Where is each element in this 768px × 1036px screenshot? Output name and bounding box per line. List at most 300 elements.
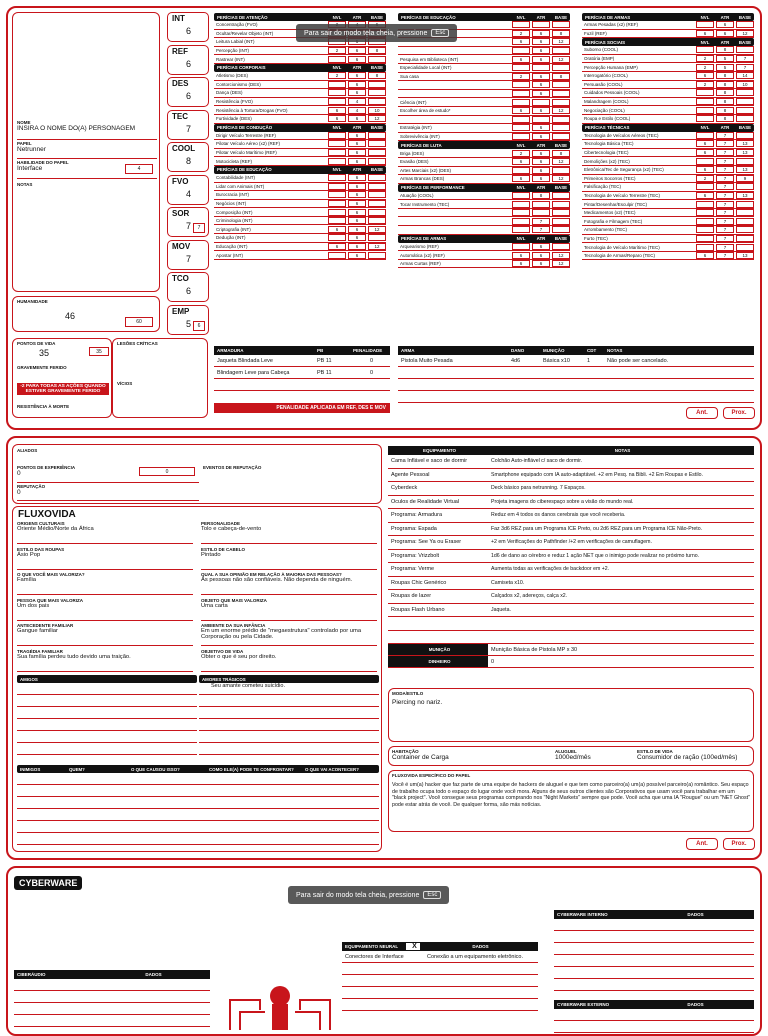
weapon-row[interactable] bbox=[398, 355, 754, 367]
rep-value[interactable]: 0 bbox=[17, 489, 21, 496]
skill-level[interactable] bbox=[512, 124, 530, 131]
stat-value[interactable]: 6 bbox=[186, 91, 192, 101]
skill-level[interactable]: 6 bbox=[696, 140, 714, 147]
lifepath-field[interactable] bbox=[201, 547, 377, 570]
weapon-row[interactable] bbox=[398, 367, 754, 379]
stat-int[interactable] bbox=[167, 12, 209, 42]
rent-field[interactable] bbox=[555, 749, 635, 761]
skill-level[interactable]: 2 bbox=[512, 150, 530, 157]
skill-level[interactable] bbox=[328, 234, 346, 241]
enemies-col-happen: O QUE VAI ACONTECER? bbox=[305, 766, 359, 772]
skill-base bbox=[368, 174, 386, 181]
name-field[interactable] bbox=[17, 120, 157, 140]
table-row[interactable] bbox=[342, 975, 538, 987]
equipment-row[interactable] bbox=[388, 577, 754, 591]
armor-row[interactable] bbox=[214, 355, 390, 367]
skill-level[interactable] bbox=[328, 252, 346, 259]
stat-fvo[interactable] bbox=[167, 175, 209, 205]
equipment-row[interactable] bbox=[388, 482, 754, 496]
skill-row[interactable] bbox=[582, 217, 754, 226]
skill-level[interactable]: 2 bbox=[512, 73, 530, 80]
hp-max[interactable]: 35 bbox=[89, 347, 109, 356]
skill-row[interactable] bbox=[214, 208, 386, 217]
stat-value[interactable]: 8 bbox=[186, 156, 192, 166]
skill-level[interactable] bbox=[328, 191, 346, 198]
skill-group-header bbox=[582, 124, 754, 132]
lovers-label: AMORES TRÁGICOS bbox=[202, 676, 246, 682]
stat-header: ATR bbox=[352, 14, 362, 20]
table-row[interactable] bbox=[554, 943, 754, 955]
stat-value[interactable]: 4 bbox=[186, 188, 192, 199]
lifepath-field-value[interactable]: Família bbox=[17, 577, 37, 583]
death-save-label: RESISTÊNCIA À MORTE bbox=[17, 404, 70, 409]
skill-row[interactable] bbox=[214, 191, 386, 200]
skill-level[interactable] bbox=[512, 226, 530, 233]
stat-emp[interactable] bbox=[167, 305, 209, 335]
skill-row[interactable] bbox=[398, 175, 570, 184]
equipment-row[interactable] bbox=[388, 604, 754, 618]
skill-row[interactable] bbox=[398, 167, 570, 176]
skill-level[interactable] bbox=[696, 98, 714, 105]
stat-sor[interactable] bbox=[167, 207, 209, 237]
skill-name: Oratória (EMP) bbox=[584, 56, 615, 62]
skill-name: Escolher área de estudo* bbox=[400, 108, 451, 114]
armor-row[interactable] bbox=[214, 367, 390, 379]
skill-level[interactable]: 6 bbox=[512, 158, 530, 165]
lifepath-field[interactable] bbox=[17, 547, 193, 570]
skill-row[interactable] bbox=[582, 226, 754, 235]
skill-row[interactable] bbox=[398, 217, 570, 226]
lifepath-field-value[interactable]: Uma carta bbox=[201, 602, 228, 609]
table-row[interactable] bbox=[554, 919, 754, 931]
table-row[interactable] bbox=[554, 1021, 754, 1033]
esc-key: Esc bbox=[423, 891, 441, 899]
skill-row[interactable] bbox=[398, 98, 570, 107]
skill-row[interactable] bbox=[398, 55, 570, 64]
table-row[interactable] bbox=[14, 1003, 210, 1015]
lifepath-field-value[interactable]: As pessoas não são confiáveis. Não dependa de ninguém. bbox=[201, 577, 353, 583]
skill-row[interactable] bbox=[214, 72, 386, 81]
skill-stat: 6 bbox=[532, 167, 550, 174]
skill-row[interactable] bbox=[582, 166, 754, 175]
lifepath-field-value[interactable]: Um dos pais bbox=[17, 602, 50, 609]
equipment-row[interactable] bbox=[388, 536, 754, 550]
table-row[interactable] bbox=[342, 987, 538, 999]
rep-label: REPUTAÇÃO bbox=[17, 484, 46, 489]
skill-level[interactable]: 6 bbox=[696, 72, 714, 79]
skill-level[interactable] bbox=[328, 56, 346, 63]
equipment-row[interactable] bbox=[388, 590, 754, 604]
skill-level[interactable]: 6 bbox=[512, 107, 530, 114]
stat-mov[interactable] bbox=[167, 240, 209, 270]
stat-des[interactable] bbox=[167, 77, 209, 107]
skill-name: Tocar Instrumento (TEC) bbox=[400, 201, 450, 207]
skill-row[interactable] bbox=[398, 149, 570, 158]
equipment-row[interactable] bbox=[388, 455, 754, 469]
table-row[interactable] bbox=[342, 963, 538, 975]
stat-value[interactable]: 6 bbox=[186, 286, 192, 296]
neural-row[interactable] bbox=[342, 951, 538, 963]
fashion-value[interactable]: Piercing no nariz. bbox=[392, 699, 443, 706]
skill-row[interactable] bbox=[582, 89, 754, 98]
lifepath-field[interactable] bbox=[201, 623, 377, 646]
xp-box[interactable]: 0 bbox=[139, 467, 195, 476]
skill-row[interactable] bbox=[582, 183, 754, 192]
skill-row[interactable] bbox=[398, 200, 570, 209]
skill-stat: 7 bbox=[716, 252, 734, 259]
stat-value[interactable]: 6 bbox=[186, 58, 192, 69]
skill-level[interactable]: 6 bbox=[696, 192, 714, 199]
lifepath-field-value[interactable]: Oriente Médio/Norte da África bbox=[17, 526, 94, 532]
skill-row[interactable] bbox=[582, 149, 754, 158]
skill-level[interactable] bbox=[512, 64, 530, 71]
next-button[interactable]: Prox. bbox=[723, 838, 755, 850]
weapon-row[interactable] bbox=[398, 379, 754, 391]
skill-name: Burocracia (INT) bbox=[216, 192, 250, 198]
skill-stat: 5 bbox=[716, 55, 734, 62]
next-button[interactable]: Prox. bbox=[723, 407, 755, 419]
skill-row[interactable] bbox=[582, 175, 754, 184]
skill-level[interactable] bbox=[696, 218, 714, 225]
equipment-row[interactable] bbox=[388, 617, 754, 631]
critical-injuries-label: LESÕES CRÍTICAS bbox=[117, 341, 158, 346]
skill-row[interactable] bbox=[582, 30, 754, 39]
skill-level[interactable] bbox=[696, 226, 714, 233]
skill-row[interactable] bbox=[214, 47, 386, 56]
table-row[interactable] bbox=[14, 979, 210, 991]
lovers-lines[interactable] bbox=[199, 683, 379, 755]
skill-level[interactable]: 6 bbox=[696, 252, 714, 259]
lifepath-field[interactable] bbox=[17, 521, 193, 544]
stat-tco[interactable] bbox=[167, 272, 209, 302]
skill-level[interactable]: 6 bbox=[512, 175, 530, 182]
lifepath-field-value[interactable]: Gangue familiar bbox=[17, 628, 58, 634]
humanity-value[interactable]: 46 bbox=[65, 311, 76, 321]
skill-row[interactable] bbox=[398, 90, 570, 99]
rent-value[interactable]: 1000ed/mês bbox=[555, 754, 591, 761]
equipment-row[interactable] bbox=[388, 631, 754, 645]
skill-row[interactable] bbox=[214, 140, 386, 149]
skill-row[interactable] bbox=[398, 260, 570, 269]
skill-row[interactable] bbox=[398, 47, 570, 56]
xp-field[interactable] bbox=[17, 465, 199, 483]
skill-row[interactable] bbox=[214, 98, 386, 107]
lvl-header: NVL bbox=[516, 14, 526, 20]
rep-field[interactable] bbox=[17, 484, 199, 501]
equipment-row[interactable] bbox=[388, 550, 754, 564]
skill-level[interactable] bbox=[512, 90, 530, 97]
skill-row[interactable] bbox=[582, 200, 754, 209]
skill-row[interactable] bbox=[398, 116, 570, 125]
base-header: BASE bbox=[370, 167, 384, 173]
stat-cool[interactable] bbox=[167, 142, 209, 172]
skill-row[interactable] bbox=[398, 209, 570, 218]
skill-row[interactable] bbox=[398, 81, 570, 90]
skill-level[interactable]: 6 bbox=[512, 38, 530, 45]
skill-level[interactable]: 6 bbox=[512, 252, 530, 259]
skill-row[interactable] bbox=[214, 174, 386, 183]
lifepath-field[interactable] bbox=[201, 598, 377, 621]
base-header: BASE bbox=[554, 14, 568, 20]
stat-ref[interactable] bbox=[167, 45, 209, 75]
skill-name: Dedução (INT) bbox=[216, 235, 246, 241]
stat-value[interactable]: 5 bbox=[186, 318, 192, 329]
skill-base: 8 bbox=[368, 72, 386, 79]
skill-level[interactable] bbox=[696, 89, 714, 96]
skill-row[interactable] bbox=[214, 234, 386, 243]
name-value[interactable]: INSIRA O NOME DO(A) PERSONAGEM bbox=[17, 125, 136, 132]
skill-level[interactable]: 6 bbox=[696, 166, 714, 173]
table-row[interactable] bbox=[342, 999, 538, 1011]
skill-level[interactable] bbox=[696, 107, 714, 114]
lifepath-field-value[interactable]: Tolo e cabeça-de-vento bbox=[201, 526, 262, 532]
skill-row[interactable] bbox=[398, 133, 570, 142]
skill-stat bbox=[532, 201, 550, 208]
money-label: DINHEIRO bbox=[388, 656, 488, 667]
skill-level[interactable]: 2 bbox=[328, 47, 346, 54]
role-field[interactable] bbox=[17, 141, 157, 159]
skill-level[interactable]: 6 bbox=[328, 107, 346, 114]
skill-row[interactable] bbox=[398, 64, 570, 73]
role-lifepath-text[interactable]: Você é um(a) hacker que faz parte de uma equipe de hackers de aluguel e que tem como parceiro(a) um(a) possível parceiro(a) romântico. Seu espaço de trabalho ocupa todo o espaço do lugar onde você mora. Alguns de seus outros clientes são Corporativos que usam você para trabalhar em um "black project". Você consegue seus programas comprando nos "Night Markets" sempre que pode. Você acha que uma IA "Rougue" ou um "NET Ghost" pode estar atrás de você. De qualquer forma, são más notícias. bbox=[392, 782, 750, 808]
skill-row[interactable] bbox=[398, 73, 570, 82]
skill-level[interactable] bbox=[512, 218, 530, 225]
skill-level[interactable] bbox=[328, 209, 346, 216]
skill-level[interactable]: 2 bbox=[328, 72, 346, 79]
skill-level[interactable] bbox=[696, 132, 714, 139]
housing-value[interactable]: Container de Carga bbox=[392, 754, 449, 761]
skill-stat: 6 bbox=[716, 21, 734, 28]
lifepath-field[interactable] bbox=[201, 521, 377, 544]
skill-level[interactable]: 6 bbox=[328, 226, 346, 233]
skill-base: 12 bbox=[552, 175, 570, 182]
skill-row[interactable] bbox=[582, 140, 754, 149]
skill-row[interactable] bbox=[398, 124, 570, 133]
skill-row[interactable] bbox=[398, 107, 570, 116]
skill-row[interactable] bbox=[582, 132, 754, 141]
stat-value[interactable]: 7 bbox=[186, 123, 192, 134]
role-ability-field[interactable] bbox=[17, 160, 157, 179]
skill-level[interactable]: 2 bbox=[696, 81, 714, 88]
skill-level[interactable] bbox=[696, 209, 714, 216]
skill-level[interactable] bbox=[512, 192, 530, 199]
skill-level[interactable] bbox=[512, 201, 530, 208]
skill-row[interactable] bbox=[582, 63, 754, 72]
skill-row[interactable] bbox=[398, 251, 570, 260]
lifepath-field[interactable] bbox=[17, 623, 193, 646]
skill-row[interactable] bbox=[214, 157, 386, 166]
skill-row[interactable] bbox=[214, 183, 386, 192]
enemies-lines[interactable] bbox=[17, 773, 379, 845]
skill-base bbox=[552, 243, 570, 250]
equipment-notes: Camiseta x10. bbox=[491, 579, 525, 586]
skill-row[interactable] bbox=[214, 251, 386, 260]
skill-row[interactable] bbox=[582, 21, 754, 30]
skill-level[interactable] bbox=[512, 167, 530, 174]
skill-level[interactable] bbox=[512, 99, 530, 106]
skill-level[interactable] bbox=[512, 81, 530, 88]
equipment-row[interactable] bbox=[388, 469, 754, 483]
equipment-row[interactable] bbox=[388, 523, 754, 537]
equipment-row[interactable] bbox=[388, 496, 754, 510]
skill-row[interactable] bbox=[582, 243, 754, 252]
skill-level[interactable] bbox=[696, 235, 714, 242]
skill-row[interactable] bbox=[214, 132, 386, 141]
table-row[interactable] bbox=[554, 931, 754, 943]
skill-row[interactable] bbox=[398, 226, 570, 235]
money-row[interactable] bbox=[388, 656, 754, 668]
skill-row[interactable] bbox=[214, 200, 386, 209]
stat-value[interactable]: 7 bbox=[186, 221, 192, 231]
skill-row[interactable] bbox=[214, 55, 386, 64]
skill-level[interactable] bbox=[328, 140, 346, 147]
stat-current[interactable]: 7 bbox=[193, 223, 205, 233]
skill-level[interactable] bbox=[328, 89, 346, 96]
lvl-header: NVL bbox=[332, 167, 342, 173]
skill-level[interactable] bbox=[696, 46, 714, 53]
skill-level[interactable]: 2 bbox=[696, 55, 714, 62]
skill-row[interactable] bbox=[582, 115, 754, 124]
skill-level[interactable] bbox=[696, 244, 714, 251]
lifepath-field[interactable] bbox=[201, 572, 377, 595]
armor-row[interactable] bbox=[214, 379, 390, 391]
skill-level[interactable] bbox=[328, 81, 346, 88]
skill-level[interactable] bbox=[512, 133, 530, 140]
skill-row[interactable] bbox=[582, 98, 754, 107]
lifepath-field-value[interactable]: Ásio Pop bbox=[17, 551, 41, 558]
skill-row[interactable] bbox=[582, 252, 754, 261]
skill-level[interactable]: 2 bbox=[696, 64, 714, 71]
housing-field[interactable] bbox=[392, 749, 552, 761]
lifepath-field[interactable] bbox=[17, 598, 193, 621]
skill-row[interactable] bbox=[582, 55, 754, 64]
skill-row[interactable] bbox=[582, 192, 754, 201]
skill-stat: 6 bbox=[348, 158, 366, 165]
table-row[interactable] bbox=[554, 979, 754, 991]
table-row[interactable] bbox=[14, 1015, 210, 1027]
skill-row[interactable] bbox=[582, 209, 754, 218]
skill-row[interactable] bbox=[582, 235, 754, 244]
skill-row[interactable] bbox=[214, 89, 386, 98]
skill-level[interactable] bbox=[696, 115, 714, 122]
table-row[interactable] bbox=[14, 991, 210, 1003]
lifepath-field-value[interactable]: Sua família perdeu tudo devido uma traição. bbox=[17, 653, 131, 660]
ammo-row[interactable] bbox=[388, 644, 754, 656]
humanity-max[interactable]: 60 bbox=[125, 317, 153, 327]
skill-level[interactable]: 2 bbox=[696, 175, 714, 182]
lifepath-field[interactable] bbox=[201, 649, 377, 672]
skill-row[interactable] bbox=[582, 46, 754, 55]
skill-level[interactable] bbox=[328, 132, 346, 139]
skill-level[interactable] bbox=[696, 158, 714, 165]
skill-row[interactable] bbox=[214, 106, 386, 115]
xp-value[interactable]: 0 bbox=[17, 470, 21, 477]
lifestyle-field[interactable] bbox=[637, 749, 751, 761]
prev-button[interactable]: Ant. bbox=[686, 838, 718, 850]
table-row[interactable] bbox=[554, 1009, 754, 1021]
lifepath-field-value[interactable]: Pintado bbox=[201, 551, 221, 558]
skill-row[interactable] bbox=[214, 225, 386, 234]
skill-level[interactable]: 6 bbox=[512, 56, 530, 63]
prev-button[interactable]: Ant. bbox=[686, 407, 718, 419]
skill-level[interactable]: 6 bbox=[696, 30, 714, 37]
skill-name: Criminologia (INT) bbox=[216, 218, 253, 224]
skill-level[interactable] bbox=[696, 201, 714, 208]
skill-level[interactable] bbox=[328, 183, 346, 190]
skill-name: Lidar com Animais (INT) bbox=[216, 183, 265, 189]
skill-level[interactable] bbox=[328, 98, 346, 105]
skill-row[interactable] bbox=[582, 72, 754, 81]
skill-level[interactable] bbox=[696, 21, 714, 28]
skill-level[interactable] bbox=[512, 243, 530, 250]
skill-level[interactable]: 6 bbox=[696, 149, 714, 156]
skill-level[interactable]: 6 bbox=[328, 243, 346, 250]
lifestyle-value[interactable]: Consumidor de ração (100ed/mês) bbox=[637, 754, 738, 761]
skill-base: 13 bbox=[736, 140, 754, 147]
equipment-row[interactable] bbox=[388, 509, 754, 523]
skill-level[interactable]: 6 bbox=[512, 260, 530, 267]
skill-row[interactable] bbox=[398, 158, 570, 167]
table-row[interactable] bbox=[554, 955, 754, 967]
skill-level[interactable] bbox=[512, 21, 530, 28]
skill-row[interactable] bbox=[214, 81, 386, 90]
skill-name: Armas Brancas (DES) bbox=[400, 176, 445, 182]
skill-level[interactable] bbox=[328, 174, 346, 181]
skill-base: 12 bbox=[552, 38, 570, 45]
hp-value[interactable]: 35 bbox=[39, 348, 50, 358]
skill-level[interactable]: 6 bbox=[328, 115, 346, 122]
table-row[interactable] bbox=[554, 967, 754, 979]
lifepath-field-value[interactable]: Obter o que é seu por direito. bbox=[201, 653, 277, 660]
skill-row[interactable] bbox=[214, 149, 386, 158]
skill-level[interactable] bbox=[696, 183, 714, 190]
skill-level[interactable] bbox=[328, 200, 346, 207]
skill-row[interactable] bbox=[582, 157, 754, 166]
lifepath-field[interactable] bbox=[17, 649, 193, 672]
skill-row[interactable] bbox=[214, 243, 386, 252]
skill-level[interactable] bbox=[512, 116, 530, 123]
skill-level[interactable] bbox=[328, 217, 346, 224]
skill-row[interactable] bbox=[582, 106, 754, 115]
skill-level[interactable] bbox=[328, 149, 346, 156]
stat-value[interactable]: 7 bbox=[186, 253, 192, 264]
skill-level[interactable] bbox=[328, 158, 346, 165]
friends-lines[interactable] bbox=[17, 683, 197, 755]
skill-level[interactable] bbox=[512, 47, 530, 54]
skill-row[interactable] bbox=[214, 115, 386, 124]
skill-row[interactable] bbox=[398, 192, 570, 201]
lifepath-field[interactable] bbox=[17, 572, 193, 595]
equipment-notes: Aumenta todas as verificações de backdoor em +2. bbox=[491, 566, 610, 573]
stat-header: ATR bbox=[352, 125, 362, 131]
weapon-row[interactable] bbox=[398, 391, 754, 403]
skill-row[interactable] bbox=[398, 243, 570, 252]
skill-name: Dança (DES) bbox=[216, 90, 243, 96]
role-ability-rank[interactable]: 4 bbox=[125, 164, 153, 174]
equipment-row[interactable] bbox=[388, 563, 754, 577]
stat-value[interactable]: 6 bbox=[186, 26, 192, 36]
skill-level[interactable]: 2 bbox=[512, 30, 530, 37]
role-value[interactable]: Netrunner bbox=[17, 146, 46, 153]
skill-row[interactable] bbox=[582, 81, 754, 90]
lifepath-field-value[interactable]: Em um enorme prédio de "megaestrutura" controlado por uma Corporação ou pela Cidade. bbox=[201, 628, 362, 640]
neural-label: EQUIPAMENTO NEURAL bbox=[345, 944, 399, 949]
stat-tec[interactable] bbox=[167, 110, 209, 140]
role-ability-value[interactable]: Interface bbox=[17, 165, 43, 172]
stat-current[interactable]: 6 bbox=[193, 321, 205, 331]
skill-row[interactable] bbox=[214, 217, 386, 226]
skill-level[interactable] bbox=[512, 209, 530, 216]
